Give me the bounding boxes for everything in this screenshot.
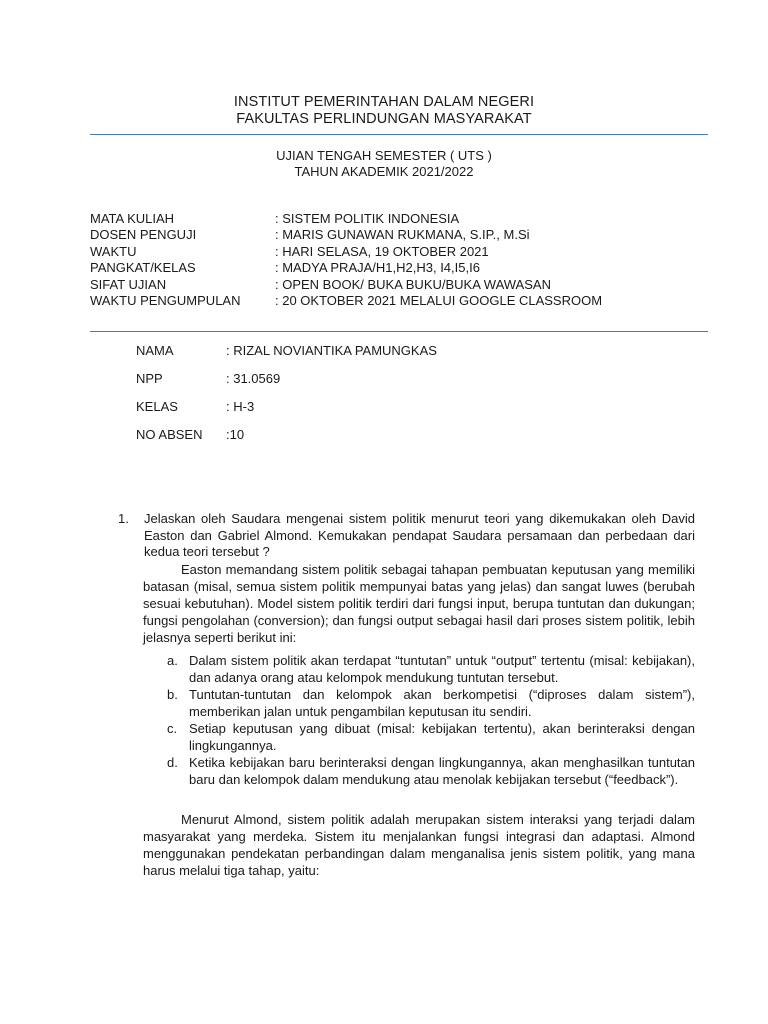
info-value: : HARI SELASA, 19 OKTOBER 2021 [275,243,489,259]
faculty-title: FAKULTAS PERLINDUNGAN MASYARAKAT [236,111,532,127]
exam-title: UJIAN TENGAH SEMESTER ( UTS ) [276,148,492,163]
list-item [167,720,695,754]
list-marker: c. [167,721,178,736]
list-item-text: Tuntutan-tuntutan dan kelompok akan berkompetisi (“diproses dalam sistem”), memberikan jalan untuk pengambilan keputusan itu sendiri. [189,687,695,719]
info-label: WAKTU [90,243,137,259]
info-label: PANGKAT/KELAS [90,260,196,276]
student-label: NAMA [136,343,174,358]
answer-list [167,652,695,788]
question-text: Jelaskan oleh Saudara mengenai sistem politik menurut teori yang dikemukakan oleh David Easton dan Gabriel Almond. Kemukakan pendapat Saudara persamaan dan perbedaan dari kedua teori tersebut ? [144,511,695,559]
list-item [167,652,695,686]
info-value: : MARIS GUNAWAN RUKMANA, S.IP., M.Si [275,227,530,243]
list-item-text: Setiap keputusan yang dibuat (misal: kebijakan tertentu), akan berinteraksi dengan lingkungannya. [189,721,695,753]
list-item [167,754,695,788]
list-marker: a. [167,653,178,668]
info-value: : 20 OKTOBER 2021 MELALUI GOOGLE CLASSROOM [275,292,603,308]
answer-paragraph: Easton memandang sistem politik sebagai tahapan pembuatan keputusan yang memiliki batasan (misal, semua sistem politik mempunyai batas yang jelas) dan sangat luwes (berubah sesuai kebutuhan). Model sistem politik terdiri dari fungsi input, berupa tuntutan dan dukungan; fungsi pengolahan (conversion); dan fungsi output sebagai hasil dari proses sistem politik, lebih jelasnya seperti berikut ini: [143,562,695,645]
info-label: WAKTU PENGUMPULAN [90,292,241,308]
student-label: NO ABSEN [136,427,203,442]
student-value: : RIZAL NOVIANTIKA PAMUNGKAS [226,343,437,358]
student-label: KELAS [136,399,178,414]
list-marker: b. [167,687,178,702]
info-divider [90,331,708,332]
student-label: NPP [136,371,163,386]
question-number: 1. [118,511,129,526]
academic-year: TAHUN AKADEMIK 2021/2022 [294,164,474,179]
list-item-text: Ketika kebijakan baru berinteraksi dengan lingkungannya, akan menghasilkan tuntutan baru dan kelompok dalam mendukung atau menolak kebijakan tersebut (“feedback”). [189,755,695,787]
header-divider [90,134,708,135]
info-value: : SISTEM POLITIK INDONESIA [275,211,460,226]
student-value: : 31.0569 [226,371,281,386]
student-value: :10 [226,427,245,442]
list-item-text: Dalam sistem politik akan terdapat “tuntutan” untuk “output” tertentu (misal: kebijakan), dan adanya orang atau kelompok mendukung tuntutan tersebut. [189,653,695,685]
list-item [167,686,695,720]
info-label: SIFAT UJIAN [90,276,167,292]
answer-paragraph-2: Menurut Almond, sistem politik adalah merupakan sistem interaksi yang terjadi dalam masyarakat yang merdeka. Sistem itu menjalankan fungsi integrasi dan adaptasi. Almond menggunakan pendekatan perbandingan dalam menganalisa jenis sistem politik, yang mana harus melalui tiga tahap, yaitu: [143,812,695,878]
institution-title: INSTITUT PEMERINTAHAN DALAM NEGERI [233,94,535,110]
student-value: : H-3 [226,399,255,414]
list-marker: d. [167,755,178,770]
info-label: DOSEN PENGUJI [90,227,197,243]
info-value: : MADYA PRAJA/H1,H2,H3, I4,I5,I6 [275,260,480,276]
info-label: MATA KULIAH [90,211,175,226]
info-value: : OPEN BOOK/ BUKA BUKU/BUKA WAWASAN [275,276,551,292]
